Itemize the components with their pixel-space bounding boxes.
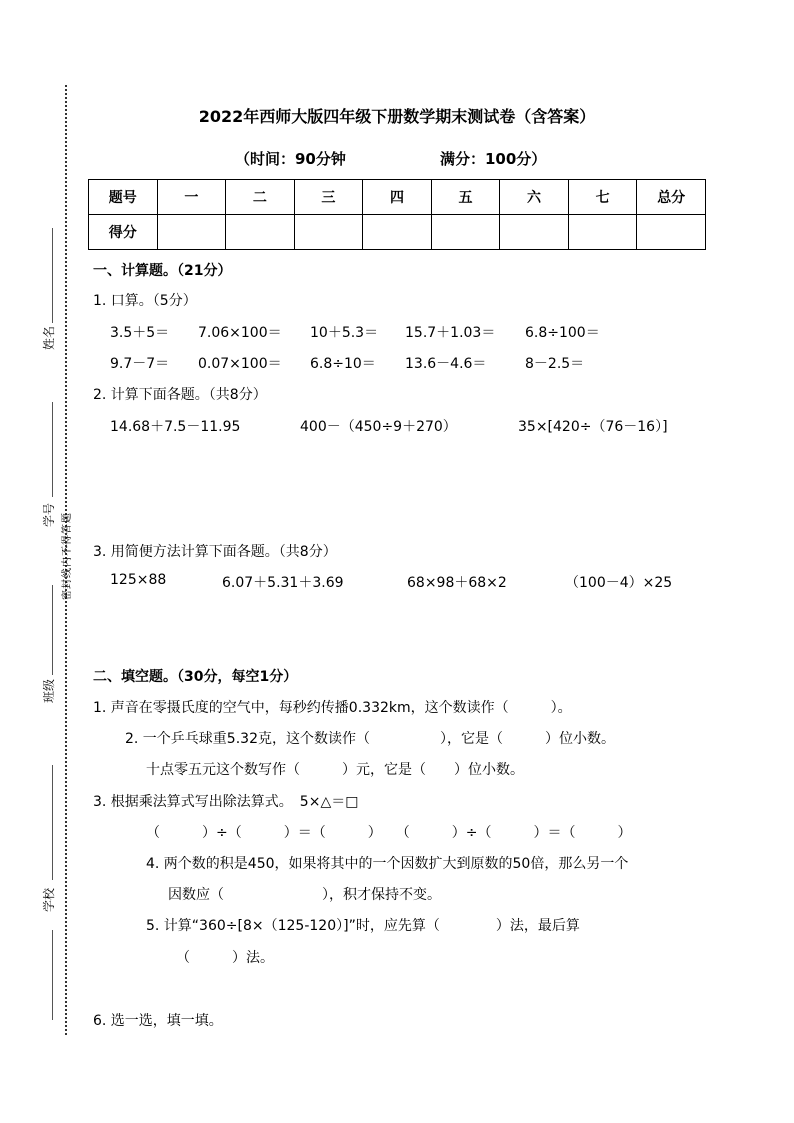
score-cell[interactable]: [363, 215, 432, 250]
fill-q3-line2: （ ）÷（ ）＝（ ） （ ）÷（ ）＝（ ）: [146, 825, 632, 841]
page-title: 2022年西师大版四年级下册数学期末测试卷（含答案）: [198, 107, 596, 126]
q3-title: 3. 用简便方法计算下面各题。（共8分）: [93, 544, 337, 560]
score-cell[interactable]: [500, 215, 569, 250]
calc-item: 14.68＋7.5－11.95: [110, 419, 241, 435]
oral-calc-item: 6.8÷100＝: [525, 325, 600, 341]
fill-q2-line1: 2. 一个乒乓球重5.32克，这个数读作（ ），它是（ ）位小数。: [125, 731, 615, 747]
oral-calc-item: 0.07×100＝: [198, 356, 282, 372]
score-table-header: 二: [226, 180, 295, 215]
simplify-item: 6.07＋5.31＋3.69: [222, 575, 344, 591]
seal-note: 密封线内不得答题: [62, 512, 73, 600]
section1-title: 一、计算题。（21分）: [93, 263, 232, 279]
calc-item: 35×[420÷（76－16）]: [518, 419, 668, 435]
fill-q5-line2: （ ）法。: [176, 950, 274, 966]
name-blank-line: [52, 228, 53, 323]
fill-q3-line1: 3. 根据乘法算式写出除法算式。 5×△＝□: [93, 794, 359, 810]
score-cell[interactable]: [226, 215, 295, 250]
simplify-item: 68×98＋68×2: [407, 575, 507, 591]
score-table-header-row: [89, 180, 706, 215]
score-cell[interactable]: [294, 215, 363, 250]
score-table-score-row: [89, 215, 706, 250]
class-label: 班级: [42, 678, 56, 703]
score-table-header: 四: [363, 180, 432, 215]
score-cell[interactable]: [157, 215, 226, 250]
score-table-header: 总分: [637, 180, 706, 215]
score-cell[interactable]: [431, 215, 500, 250]
calc-item: 400－（450÷9＋270）: [300, 419, 457, 435]
exam-time: （时间：90分钟: [235, 150, 346, 168]
oral-calc-item: 13.6－4.6＝: [405, 356, 487, 372]
score-table-header: 三: [294, 180, 363, 215]
school-label: 学校: [42, 887, 56, 912]
q1-title: 1. 口算。（5分）: [93, 293, 197, 309]
fill-q4-line2: 因数应（ ），积才保持不变。: [168, 887, 441, 903]
score-table-header: 六: [500, 180, 569, 215]
oral-calc-item: 6.8÷10＝: [310, 356, 376, 372]
fill-q5-line1: 5. 计算“360÷[8×（125-120）]”时，应先算（ ）法，最后算: [146, 918, 580, 934]
simplify-item: 125×88: [110, 572, 167, 588]
fill-q2-line2: 十点零五元这个数写作（ ）元，它是（ ）位小数。: [146, 762, 524, 778]
fill-q4-line1: 4. 两个数的积是450，如果将其中的一个因数扩大到原数的50倍，那么另一个: [146, 856, 629, 872]
bottom-blank-line: [52, 930, 53, 1020]
oral-calc-item: 3.5＋5＝: [110, 325, 170, 341]
score-table-header: 七: [568, 180, 637, 215]
oral-calc-item: 15.7＋1.03＝: [405, 325, 496, 341]
oral-calc-item: 9.7－7＝: [110, 356, 170, 372]
score-row-label: 得分: [89, 215, 158, 250]
fill-q6: 6. 选一选，填一填。: [93, 1013, 223, 1029]
q2-title: 2. 计算下面各题。（共8分）: [93, 387, 267, 403]
class-blank-line: [52, 585, 53, 675]
score-cell[interactable]: [637, 215, 706, 250]
student-id-blank-line: [52, 402, 53, 497]
score-table: [88, 179, 706, 250]
score-table-header: 一: [157, 180, 226, 215]
section2-title: 二、填空题。（30分，每空1分）: [93, 669, 298, 685]
oral-calc-item: 10＋5.3＝: [310, 325, 379, 341]
oral-calc-item: 7.06×100＝: [198, 325, 282, 341]
fill-q1: 1. 声音在零摄氏度的空气中，每秒约传播0.332km，这个数读作（ ）。: [93, 700, 572, 716]
student-id-label: 学号: [42, 502, 56, 527]
name-label: 姓名: [42, 325, 56, 350]
score-table-header: 题号: [89, 180, 158, 215]
simplify-item: （100－4）×25: [565, 575, 673, 591]
score-cell[interactable]: [568, 215, 637, 250]
full-score: 满分：100分）: [440, 150, 547, 168]
score-table-header: 五: [431, 180, 500, 215]
school-blank-line: [52, 765, 53, 880]
oral-calc-item: 8－2.5＝: [525, 356, 585, 372]
